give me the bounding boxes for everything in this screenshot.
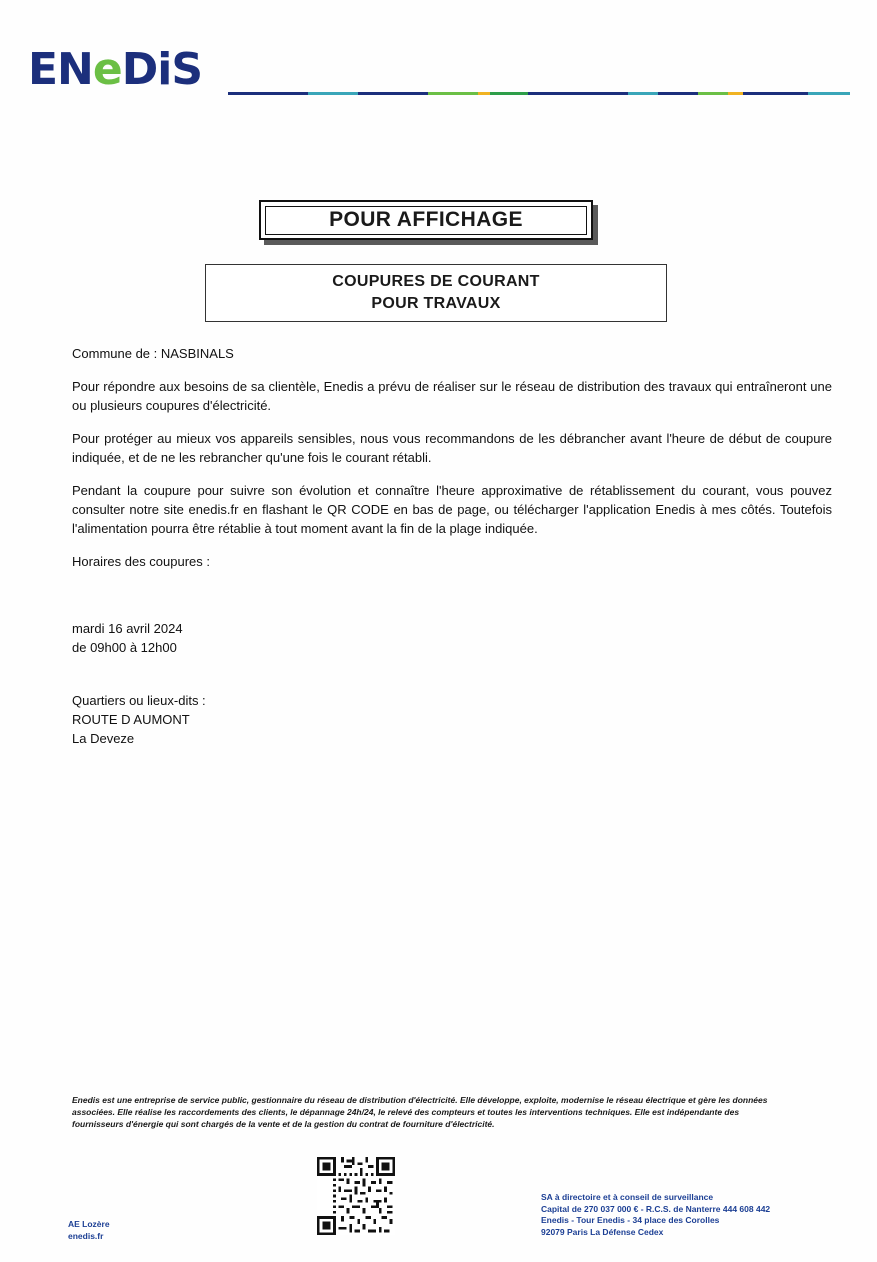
document-body [72, 344, 832, 748]
pour-affichage-banner [259, 200, 595, 242]
logo-text-part3: DiS [121, 44, 203, 95]
quartier-item-1: ROUTE D AUMONT [72, 712, 190, 727]
banner-title: POUR AFFICHAGE [265, 206, 587, 235]
company-details [541, 1192, 770, 1238]
agency-name: AE Lozère [68, 1219, 110, 1229]
company-line-4: 92079 Paris La Défense Cedex [541, 1226, 664, 1237]
legal-notice [72, 1094, 812, 1130]
agency-details [68, 1218, 110, 1242]
quartiers-label: Quartiers ou lieux-dits : [72, 693, 206, 708]
company-line-2: Capital de 270 037 000 € - R.C.S. de Nanterre 444 608 442 [541, 1203, 771, 1214]
spacer-1 [72, 585, 832, 619]
legal-line-1: Enedis est une entreprise de service public, gestionnaire du réseau de distribution d'électricité. Elle développe, exploite, modernise le réseau électrique et gère les données [72, 1095, 768, 1105]
quartier-item-2: La Deveze [72, 731, 135, 746]
document-header [0, 40, 877, 110]
banner-outer-border [259, 200, 593, 240]
paragraph-2: Pour protéger au mieux vos appareils sensibles, nous vous recommandons de les débrancher avant l'heure de début de coupure indiquée, et de ne les rebrancher qu'une fois le courant rétabli. [72, 431, 832, 465]
outage-date: mardi 16 avril 2024 [72, 621, 183, 636]
header-color-rule [228, 92, 850, 95]
coupures-title-line2: POUR TRAVAUX [371, 295, 501, 312]
legal-line-2: associées. Elle réalise les raccordements des clients, le dépannage 24h/24, le relevé des compteurs et toutes les interventions techniques. Elle est indépendante des [72, 1107, 740, 1117]
commune-line: Commune de : NASBINALS [72, 346, 234, 361]
logo-text-part2: e [92, 44, 122, 95]
outage-time-range: de 09h00 à 12h00 [72, 640, 177, 655]
coupures-title-line1: COUPURES DE COURANT [332, 273, 540, 290]
paragraph-1: Pour répondre aux besoins de sa clientèle, Enedis a prévu de réaliser sur le réseau de distribution des travaux qui entraîneront une ou plusieurs coupures d'électricité. [72, 379, 832, 413]
paragraph-3: Pendant la coupure pour suivre son évolution et connaître l'heure approximative de rétablissement du courant, vous pouvez consulter notre site enedis.fr en flashant le QR CODE en bas de page, ou télécharger l'application Enedis à mes côtés. Toutefois l'alimentation pourra être rétablie à tout moment avant la fin de la plage indiquée. [72, 483, 832, 536]
legal-line-3: fournisseurs d'énergie qui sont chargés de la vente et de la gestion du contrat de fourniture d'électricité. [72, 1119, 495, 1129]
company-line-1: SA à directoire et à conseil de surveillance [541, 1192, 714, 1202]
qr-code-icon[interactable] [317, 1157, 395, 1235]
company-line-3: Enedis - Tour Enedis - 34 place des Corolles [541, 1215, 720, 1225]
enedis-logo [28, 44, 203, 95]
spacer-2 [72, 657, 832, 691]
agency-website[interactable]: enedis.fr [68, 1231, 104, 1241]
horaires-label: Horaires des coupures : [72, 554, 211, 569]
logo-text-part1: EN [28, 44, 93, 95]
coupures-title-box [205, 264, 667, 322]
